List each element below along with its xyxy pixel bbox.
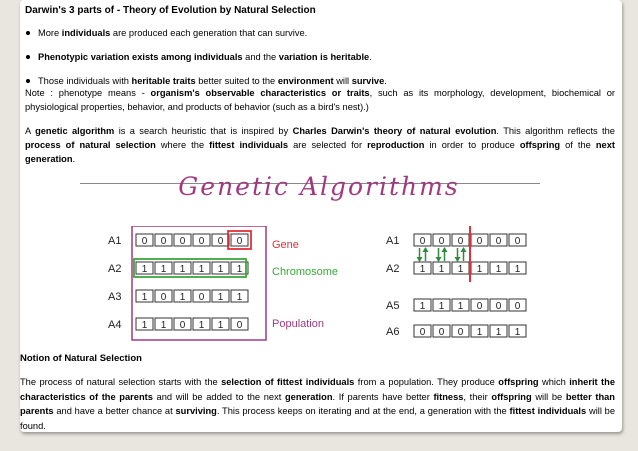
gene-value: 1 — [217, 292, 224, 303]
gene-value: 1 — [141, 320, 148, 331]
list-item: Phenotypic variation exists among individuals and the variation is heritable. — [25, 51, 615, 63]
natural-selection-heading: Notion of Natural Selection — [20, 353, 142, 364]
gene-value: 0 — [179, 236, 186, 247]
genetic-algorithm-paragraph: A genetic algorithm is a search heuristic that is inspired by Charles Darwin's theory of natural evolution. This algorithm reflects the process of natural selection where the fittest individuals are selected for reproduction in order to produce offspring of the next generation. — [25, 126, 615, 164]
gene-value: 0 — [476, 236, 483, 247]
phenotype-note: Note : phenotype means - organism's observable characteristics or traits, such as its morphology, development, biochemical or physiological properties, behavior, and products of behavior (such as a bird's nest).) — [25, 88, 615, 112]
gene-value: 1 — [141, 292, 148, 303]
gene-value: 1 — [476, 327, 483, 338]
gene-value: 0 — [141, 236, 148, 247]
gene-value: 1 — [198, 320, 205, 331]
parent-A2-label: A2 — [386, 263, 400, 275]
individual-A4-label: A4 — [108, 319, 122, 331]
natural-selection-paragraph: The process of natural selection starts with the selection of fittest individuals from a population. They produce offspring which inherit the characteristics of the parents and will be added to the next generation. If parents have better fitness, their offspring will be better than parents and have a better chance at surviving. This process keeps on iterating and at the end, a generation with the fittest individuals will be found. — [20, 377, 616, 431]
gene-value: 0 — [438, 327, 445, 338]
gene-value: 0 — [476, 301, 483, 312]
offspring-A6-label: A6 — [386, 326, 400, 338]
gene-value: 1 — [514, 264, 521, 275]
gene-value: 0 — [198, 292, 205, 303]
gene-value: 1 — [419, 264, 426, 275]
parent-A1-label: A1 — [386, 235, 400, 247]
list-item: Those individuals with heritable traits better suited to the environment will survive. — [25, 75, 615, 87]
gene-value: 1 — [514, 327, 521, 338]
offspring-A5-label: A5 — [386, 300, 400, 312]
page-heading: Darwin's 3 parts of - Theory of Evolution by Natural Selection — [25, 5, 316, 16]
individual-A3-label: A3 — [108, 291, 122, 303]
gene-value: 0 — [236, 320, 243, 331]
gene-value: 0 — [495, 236, 502, 247]
gene-value: 0 — [438, 236, 445, 247]
gene-value: 0 — [457, 327, 464, 338]
gene-value: 1 — [495, 327, 502, 338]
gene-value: 0 — [217, 236, 224, 247]
gene-value: 1 — [476, 264, 483, 275]
genetic-algorithms-title: Genetic Algorithms — [178, 172, 460, 201]
arrow-head-down — [436, 257, 442, 262]
genetic-algorithm-diagram — [100, 226, 540, 348]
gene-value: 1 — [438, 264, 445, 275]
gene-value: 1 — [438, 301, 445, 312]
gene-label: Gene — [272, 239, 299, 251]
gene-value: 1 — [419, 301, 426, 312]
arrow-head-down — [455, 257, 461, 262]
individual-A1-label: A1 — [108, 235, 122, 247]
bullet-icon — [26, 31, 30, 35]
gene-value: 1 — [198, 264, 205, 275]
arrow-head-up — [461, 247, 467, 252]
individual-A2-label: A2 — [108, 263, 122, 275]
arrow-head-up — [442, 247, 448, 252]
gene-value: 0 — [419, 236, 426, 247]
bullet-icon — [26, 79, 30, 83]
gene-value: 1 — [217, 264, 224, 275]
bullet-icon — [26, 55, 30, 59]
gene-value: 1 — [236, 264, 243, 275]
gene-value: 0 — [160, 292, 167, 303]
gene-value: 0 — [514, 236, 521, 247]
gene-value: 1 — [160, 320, 167, 331]
arrow-head-down — [417, 257, 423, 262]
gene-value: 1 — [179, 292, 186, 303]
gene-value: 0 — [457, 236, 464, 247]
gene-value: 0 — [419, 327, 426, 338]
gene-value: 1 — [457, 264, 464, 275]
gene-value: 1 — [160, 264, 167, 275]
list-item: More individuals are produced each generation that can survive. — [25, 27, 615, 39]
population-label: Population — [272, 318, 324, 330]
chromosome-label: Chromosome — [272, 266, 339, 278]
gene-value: 1 — [217, 320, 224, 331]
gene-value: 1 — [495, 264, 502, 275]
gene-value: 0 — [198, 236, 205, 247]
gene-value: 0 — [495, 301, 502, 312]
gene-value: 0 — [514, 301, 521, 312]
gene-value: 1 — [457, 301, 464, 312]
gene-value: 1 — [179, 264, 186, 275]
gene-value: 1 — [141, 264, 148, 275]
gene-value: 0 — [160, 236, 167, 247]
gene-value: 0 — [236, 236, 243, 247]
gene-value: 1 — [236, 292, 243, 303]
arrow-head-up — [423, 247, 429, 252]
gene-value: 0 — [179, 320, 186, 331]
